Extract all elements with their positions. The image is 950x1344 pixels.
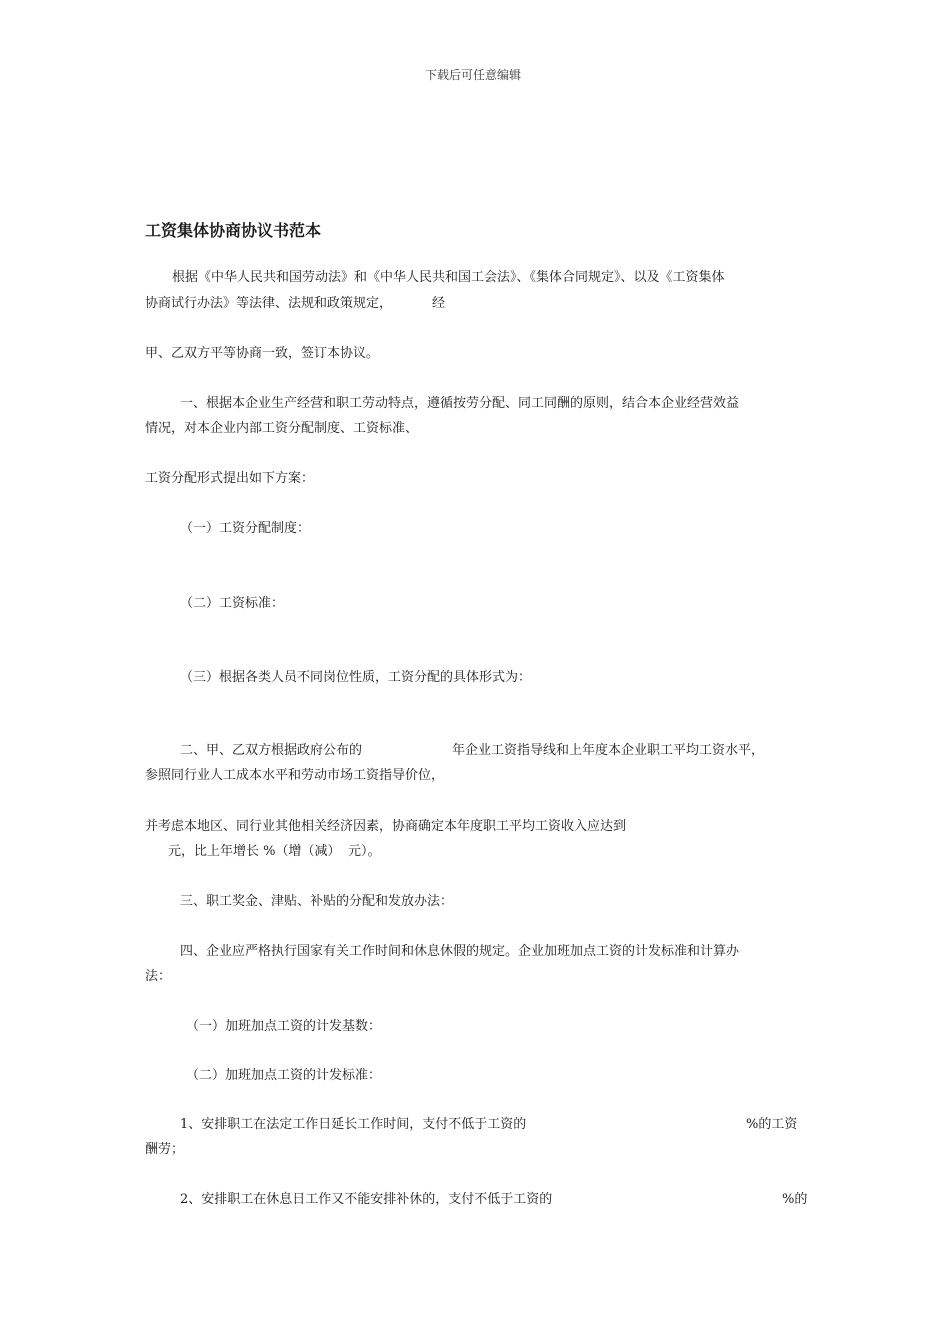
paragraph-line: 法： <box>145 969 172 984</box>
paragraph-line: 2、安排职工在休息日工作又不能安排补休的，支付不低于工资的 <box>180 1192 553 1207</box>
paragraph-line: 参照同行业人工成本水平和劳动市场工资指导价位， <box>145 768 445 783</box>
paragraph-line: （二）加班加点工资的计发标准： <box>186 1068 382 1083</box>
page-header: 下载后可任意编辑 <box>425 68 522 82</box>
paragraph-line: 1、安排职工在法定工作日延长工作时间，支付不低于工资的 <box>180 1117 527 1132</box>
paragraph-line: 一、根据本企业生产经营和职工劳动特点，遵循按劳分配、同工同酬的原则，结合本企业经营效益 <box>180 396 740 411</box>
paragraph-line: 经 <box>432 296 446 311</box>
paragraph-line: %的工资 <box>746 1117 798 1132</box>
paragraph-line: （三）根据各类人员不同岗位性质，工资分配的具体形式为： <box>180 670 532 685</box>
paragraph-line: 甲、乙双方平等协商一致，签订本协议。 <box>145 346 380 361</box>
paragraph-line: 根据《中华人民共和国劳动法》和《中华人民共和国工会法》、《集体合同规定》、以及《工资集体 <box>172 270 725 285</box>
paragraph-line: 协商试行办法》等法律、法规和政策规定， <box>145 296 393 311</box>
paragraph-line: 年企业工资指导线和上年度本企业职工平均工资水平， <box>452 743 765 758</box>
paragraph-line: 四、企业应严格执行国家有关工作时间和休息休假的规定。企业加班加点工资的计发标准和计算办 <box>180 944 740 959</box>
paragraph-line: 三、职工奖金、津贴、补贴的分配和发放办法： <box>180 894 454 909</box>
paragraph-line: 情况，对本企业内部工资分配制度、工资标准、 <box>145 421 419 436</box>
paragraph-line: 元）。 <box>348 844 381 859</box>
paragraph-line: （一）工资分配制度： <box>180 521 311 536</box>
paragraph-line: 并考虑本地区、同行业其他相关经济因素，协商确定本年度职工平均工资收入应达到 <box>145 819 627 834</box>
document-title: 工资集体协商协议书范本 <box>145 221 322 240</box>
paragraph-line: 工资分配形式提出如下方案： <box>145 471 315 486</box>
paragraph-line: 二、甲、乙双方根据政府公布的 <box>180 743 363 758</box>
paragraph-line: （二）工资标准： <box>180 596 285 611</box>
paragraph-line: （一）加班加点工资的计发基数： <box>186 1019 382 1034</box>
paragraph-line: 元，比上年增长 %（增（减） <box>168 844 341 859</box>
paragraph-line: %的 <box>782 1192 808 1207</box>
paragraph-line: 酬劳； <box>145 1142 185 1157</box>
